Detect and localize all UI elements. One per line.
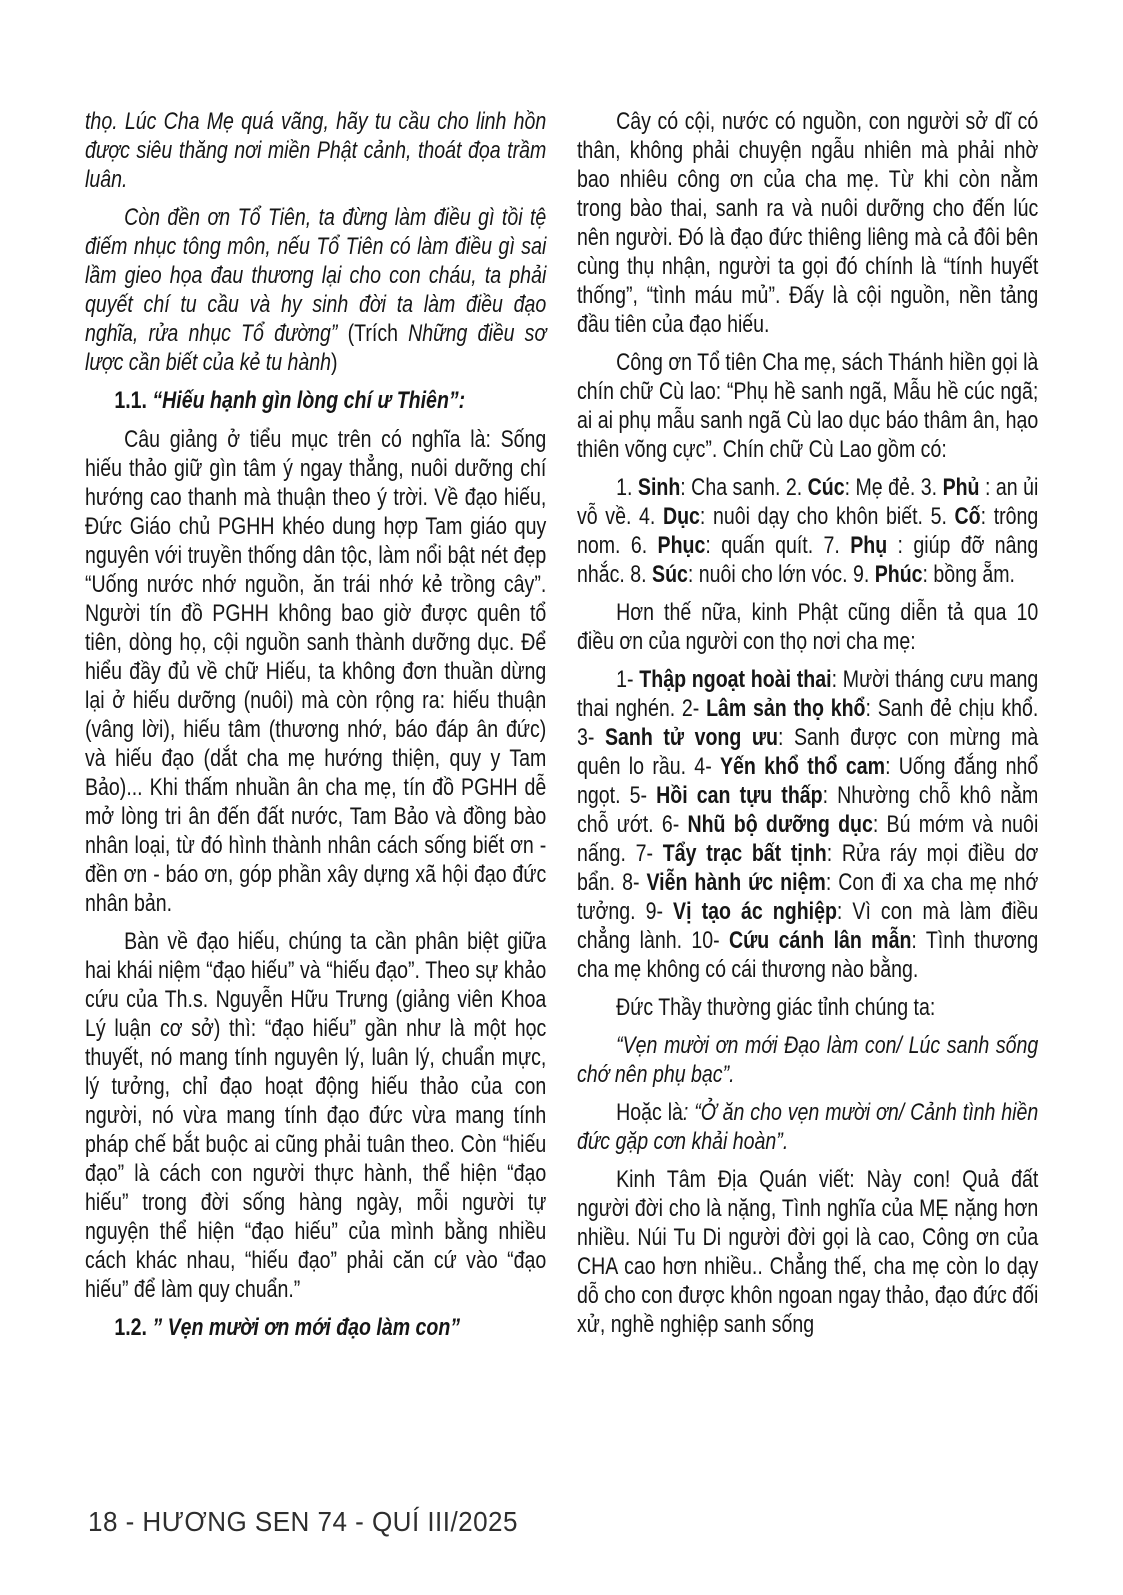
text-run: Vị tạo ác nghiệp [673,898,837,925]
section-heading [85,1313,546,1342]
text-run: Bàn về đạo hiếu, chúng ta cần phân biệt giữa hai khái niệm “đạo hiếu” và “hiếu đạo”. Theo sự khảo cứu của Th.s. Nguyễn Hữu Trưng (giảng viên Khoa Lý luận cơ sở) thì: “đạo hiếu” gần như là một học thuyết, nó mang tính nguyên lý, luân lý, chuẩn mực, lý tưởng, chỉ đạo hoạt động hiếu thảo của con người, nó vừa mang tính đạo đức vừa mang tính pháp chế bắt buộc ai cũng phải tuân theo. Còn “hiếu đạo” là cách con người thực hành, thể hiện “đạo hiếu” trong đời sống hàng ngày, mỗi người tự nguyện thể hiện “đạo hiếu” của mình bằng nhiều cách khác nhau, “hiếu đạo” phải căn cứ vào “đạo hiếu” để làm quy chuẩn.” [85,928,547,1303]
paragraph [85,203,546,377]
text-run: Súc [652,561,688,588]
text-run: Dục [662,503,700,530]
text-run: Hơn thế nữa, kinh Phật cũng diễn tả qua 10 điều ơn của người con thọ nơi cha mẹ: [577,599,1039,655]
text-run: : quấn quít. 7. [705,532,851,559]
text-run: Câu giảng ở tiểu mục trên có nghĩa là: Sống hiếu thảo giữ gìn tâm ý ngay thẳng, nuôi dưỡng chí hướng cao thanh mà thuận theo ý trời. Về đạo hiếu, Đức Giáo chủ PGHH khéo dung hợp Tam giáo quy nguyên với truyền thống dân tộc, làm nổi bật nét đẹp “Uống nước nhớ nguồn, ăn trái nhớ kẻ trồng cây”. Người tín đồ PGHH không bao giờ được quên tổ tiên, dòng họ, cội nguồn sanh thành dưỡng dục. Để hiểu đầy đủ về chữ Hiếu, ta không đơn thuần dừng lại ở hiếu dưỡng (nuôi) mà còn rộng ra: hiếu thuận (vâng lời), hiếu tâm (thương nhớ, báo đáp ân đức) và hiếu đạo (dắt cha mẹ hướng thiện, quy y Tam Bảo)... Khi thấm nhuần ân cha mẹ, tín đồ PGHH dễ mở lòng tri ân đến đất nước, Tam Bảo và đồng bào nhân loại, từ đó hình thành nhân cách sống biết ơn - đền ơn - báo ơn, góp phần xây dựng xã hội đạo đức nhân bản. [85,426,547,917]
paragraph [577,1165,1038,1339]
paragraph [577,993,1038,1022]
text-run: Yến khổ thổ cam [719,753,886,780]
paragraph [85,107,546,194]
text-run: ” Vẹn mười ơn mới đạo làm con” [152,1314,461,1341]
text-run: Hồi can tựu thấp [656,782,823,809]
right-text-column [577,107,1038,1348]
text-run: ) [331,349,338,376]
section-heading [85,386,546,415]
text-run: : Bú mớm và nuôi nấng. 7- [577,811,1039,867]
text-run: Phủ [942,474,980,501]
text-run: : Sanh được con mừng mà quên lo rầu. 4- [577,724,1039,780]
text-run: Sanh tử vong ưu [604,724,778,751]
text-run: : Rửa ráy mọi điều dơ bẩn. 8- [577,840,1039,896]
text-run: Kinh Tâm Địa Quán viết: Này con! Quả đất người đời cho là nặng, Tình nghĩa của MẸ nặng hơn nhiều. Núi Tu Di người đời gọi là cao, Công ơn của CHA cao hơn nhiều.. Chẳng thế, cha mẹ còn lo dạy dỗ cho con được khôn ngoan ngay thảo, đạo đức đối xử, nghề nghiệp sanh sống [577,1166,1039,1338]
text-run: “Vẹn mười ơn mới Đạo làm con/ Lúc sanh sống chớ nên phụ bạc”. [577,1032,1039,1088]
paragraph [577,107,1038,339]
text-run: : Sanh đẻ chịu khổ. 3- [577,695,1039,751]
text-run: Hoặc là [616,1099,683,1126]
text-run: Còn đền ơn Tổ Tiên, ta đừng làm điều gì tồi tệ điếm nhục tông môn, nếu Tổ Tiên có làm điều gì sai lầm gieo họa đau thương lại cho con cháu, ta phải quyết chí tu cầu và hy sinh đời ta làm điều đạo nghĩa, rửa nhục Tổ đường” [85,204,547,347]
text-run: 1- [616,666,640,693]
paragraph [577,1031,1038,1089]
text-run: Đức Thầy thường giác tỉnh chúng ta: [616,994,936,1021]
paragraph [85,927,546,1304]
text-run: Công ơn Tổ tiên Cha mẹ, sách Thánh hiền gọi là chín chữ Cù lao: “Phụ hề sanh ngã, Mẫu hề cúc ngã; ai ai phụ mẫu sanh ngã Cù lao dục báo thâm ân, hạo thiên võng cực”. Chín chữ Cù Lao gồm có: [577,349,1039,463]
text-run: : trông nom. 6. [577,503,1039,559]
paragraph [85,425,546,918]
text-run: Thập ngoạt hoài thai [639,666,832,693]
text-run: : Con đi xa cha mẹ nhớ tưởng. 9- [577,869,1039,925]
text-run: Những điều sơ lược cần biết của kẻ tu hành [85,320,547,376]
left-text-column [85,107,546,1352]
page-footer: 18 - HƯƠNG SEN 74 - QUÍ III/2025 [88,1506,518,1537]
text-run: Cây có cội, nước có nguồn, con người sở dĩ có thân, không phải chuyện ngẫu nhiên mà phải nhờ bao nhiêu công ơn của cha mẹ. Từ khi còn nằm trong bào thai, sanh ra và nuôi dưỡng cho đến lúc nên người. Đó là đạo đức thiêng liêng mà cả đôi bên cùng thụ nhận, người ta gọi đó chính là “tính huyết thống”, “tình máu mủ”. Đấy là cội nguồn, nền tảng đầu tiên của đạo hiếu. [577,108,1039,338]
text-run: Cứu cánh lân mẫn [729,927,912,954]
text-run: 1.1. [114,387,153,414]
text-run: thọ. Lúc Cha Mẹ quá vãng, hãy tu cầu cho linh hồn được siêu thăng nơi miền Phật cảnh, thoát đọa trầm luân. [85,108,547,193]
text-run: : bồng ẵm. [922,561,1015,588]
text-run: : Mười tháng cưu mang thai nghén. 2- [577,666,1039,722]
text-run: Viễn hành ức niệm [646,869,826,896]
paragraph [577,665,1038,984]
text-run: : Vì con mà làm điều chẳng lành. 10- [577,898,1039,954]
text-run: Sinh [637,474,681,501]
text-run: : Nhường chỗ khô nằm chỗ ướt. 6- [577,782,1039,838]
text-run: : an ủi vỗ về. 4. [577,474,1039,530]
text-run: Lâm sản thọ khổ [706,695,866,722]
text-run: “Hiếu hạnh gìn lòng chí ư Thiên”: [152,387,466,414]
text-run: 1.2. [114,1314,153,1341]
text-run: : Tình thương cha mẹ không có cái thương nào bằng. [577,927,1039,983]
text-run: : nuôi cho lớn vóc. 9. [687,561,875,588]
paragraph [577,473,1038,589]
text-run: Phúc [874,561,923,588]
text-run: Phụ [850,532,888,559]
paragraph [577,598,1038,656]
text-run: Phục [657,532,706,559]
text-run: : nuôi dạy cho khôn biết. 5. [699,503,955,530]
text-run: 1. [616,474,638,501]
text-run: Tẩy trạc bất tịnh [662,840,827,867]
text-run: Nhũ bộ dưỡng dục [687,811,873,838]
text-run: : “Ở ăn cho vẹn mười ơn/ Cảnh tình hiền đức gặp cơn khải hoàn”. [577,1099,1039,1155]
text-run: : Uống đắng nhổ ngọt. 5- [577,753,1039,809]
text-run: Cố [954,503,981,530]
text-run: Cúc [807,474,845,501]
text-run: : giúp đỡ nâng nhắc. 8. [577,532,1039,588]
text-run: : Mẹ đẻ. 3. [844,474,943,501]
paragraph [577,348,1038,464]
text-run: (Trích [347,320,409,347]
paragraph [577,1098,1038,1156]
text-run: : Cha sanh. 2. [680,474,808,501]
